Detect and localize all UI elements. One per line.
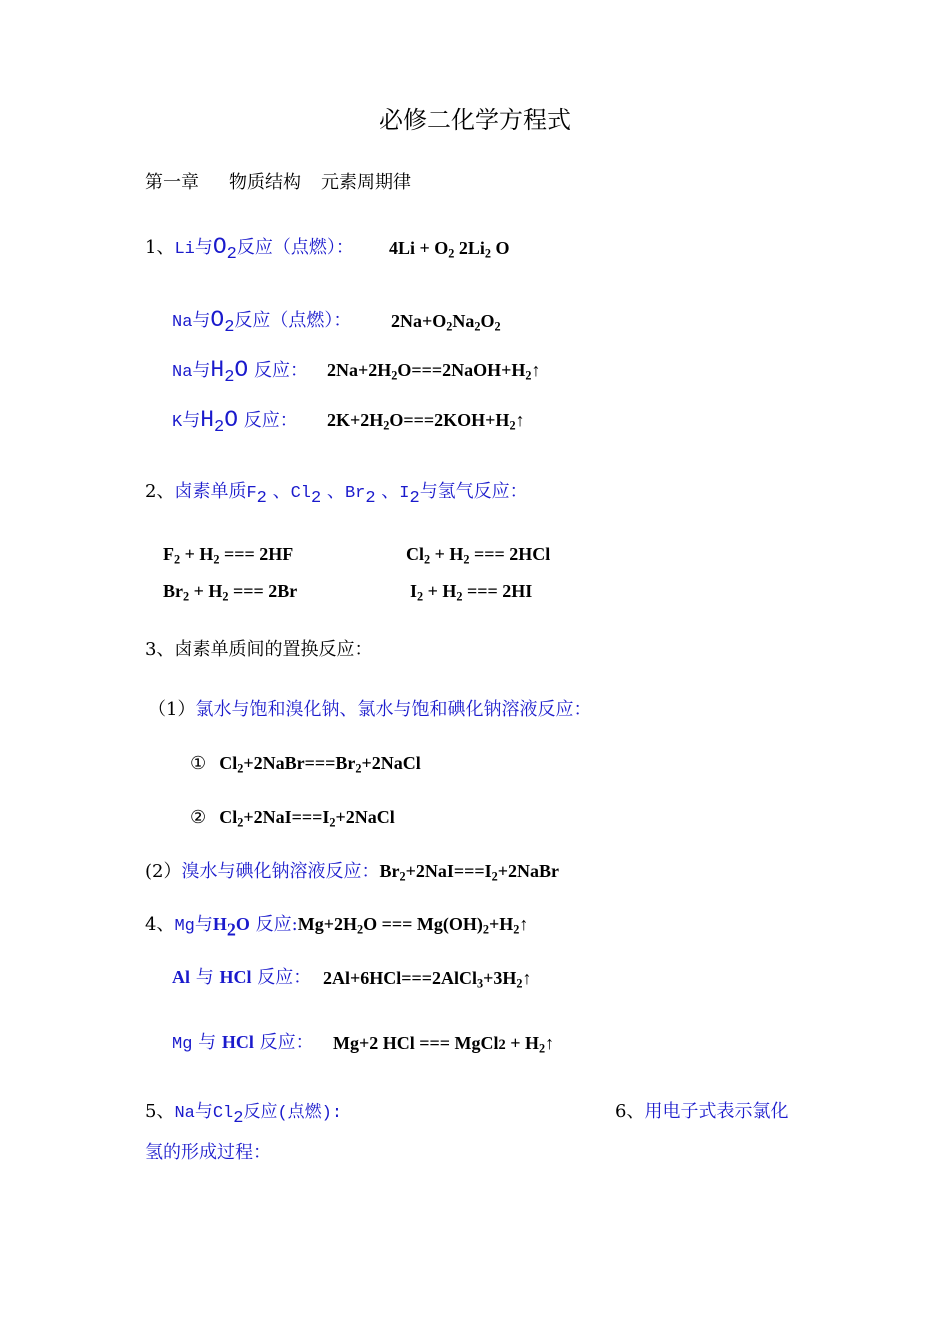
s2-lead: 卤素单质 xyxy=(174,481,247,502)
eq-sub: 2 xyxy=(525,368,532,383)
eq-part: +2NaCl xyxy=(335,807,395,827)
s2-number: 2、 xyxy=(145,481,175,502)
s3-eq1-row xyxy=(190,753,421,776)
s6-number: 6、 xyxy=(615,1101,645,1122)
eq-sub: 2 xyxy=(355,761,362,776)
s1-reaction-li xyxy=(145,234,354,265)
eq-sub: 2 xyxy=(222,589,229,604)
eq-part: 2Al+6HCl===2AlCl xyxy=(323,968,478,988)
eq-sub: 3 xyxy=(477,976,484,991)
s4-al: Al xyxy=(172,967,190,987)
eq-part: F xyxy=(163,544,174,564)
s2-sep: 、 xyxy=(321,481,345,502)
s1-reaction-na-o2 xyxy=(172,307,352,338)
gas-arrow: ↑ xyxy=(515,410,525,430)
s1-rest: 反应： xyxy=(253,360,308,381)
eq-sub: 2 xyxy=(516,976,523,991)
gas-arrow: ↑ xyxy=(531,360,541,380)
eq-part: Br xyxy=(379,861,400,881)
s1-yu: 与 xyxy=(194,237,213,258)
eq-sub: 2 xyxy=(383,418,390,433)
s3-heading: 3、卤素单质间的置换反应： xyxy=(145,639,373,660)
s3-eq2-row xyxy=(190,807,395,830)
s1-k: K xyxy=(172,413,183,432)
eq-part: I xyxy=(410,581,418,601)
s5-yu: 与 xyxy=(194,1101,213,1122)
s1-li: Li xyxy=(174,240,195,259)
eq-sub: 2 xyxy=(391,368,398,383)
s1-o: O xyxy=(212,234,227,260)
s4-rest: 反应: xyxy=(255,914,298,935)
s6-text1: 用电子式表示氯化 xyxy=(644,1101,789,1122)
circled-one: ① xyxy=(190,753,207,774)
eq-sub: 2 xyxy=(237,815,244,830)
eq-sub: 2 xyxy=(513,922,520,937)
eq-sub: 2 xyxy=(183,589,190,604)
s1-na: Na xyxy=(172,313,193,332)
eq-sub: 2 xyxy=(538,1041,546,1056)
s4-yu: 与 xyxy=(198,1032,217,1053)
eq-part: +2NaBr===Br xyxy=(243,753,356,773)
eq-part: === 2HI xyxy=(462,581,533,601)
eq-sub: 2 xyxy=(213,552,220,567)
eq-sub: 2 xyxy=(399,869,406,884)
s1-o: O xyxy=(234,357,249,383)
s1-o: O xyxy=(210,307,225,333)
s2-eq-f xyxy=(163,544,294,567)
s1-eq-na-o2 xyxy=(391,311,501,334)
eq-part: Mg+2 HCl === MgCl xyxy=(333,1033,499,1053)
eq-part: Cl xyxy=(406,544,424,564)
s4-yu: 与 xyxy=(195,967,214,988)
eq-part: +3H xyxy=(483,968,517,988)
eq-sub: 2 xyxy=(356,922,364,937)
eq-part: +2NaI===I xyxy=(405,861,492,881)
eq-part: + H xyxy=(180,544,214,564)
s1-yu: 与 xyxy=(192,310,211,331)
s3-eq3 xyxy=(379,861,560,884)
eq-sub: 2 xyxy=(174,552,181,567)
s4-mg: Mg xyxy=(172,1035,193,1054)
s5-na: Na xyxy=(174,1104,195,1123)
s4-hcl: HCl xyxy=(221,1032,254,1052)
s4-reaction-mg-hcl xyxy=(172,1033,314,1053)
s4-o: O xyxy=(235,914,250,934)
s2-eq-cl xyxy=(406,544,551,567)
s1-o-sub: 2 xyxy=(224,318,235,338)
eq-part: + H xyxy=(189,581,223,601)
s1-h-sub: 2 xyxy=(214,418,225,438)
eq-sub: 2 xyxy=(237,761,244,776)
s1-rest: 反应： xyxy=(243,410,298,431)
s5-heading xyxy=(145,1101,343,1129)
s2-sub: 2 xyxy=(256,489,267,509)
s2-sub: 2 xyxy=(409,489,420,509)
eq-part: 2Na+2H xyxy=(327,360,392,380)
eq-part: 2K+2H xyxy=(327,410,384,430)
s3-p2-text: 溴水与碘化钠溶液反应： xyxy=(181,861,380,882)
eq-sub: 2 xyxy=(463,552,470,567)
eq-part: O===2NaOH+H xyxy=(397,360,526,380)
eq-part: +2NaI===I xyxy=(243,807,330,827)
s4-eq-al-hcl xyxy=(323,968,532,991)
chapter-heading xyxy=(145,174,411,192)
eq-sub: 2 xyxy=(509,418,516,433)
eq-part: +2NaBr xyxy=(497,861,560,881)
s1-h: H xyxy=(200,407,215,433)
s2-tail: 与氢气反应： xyxy=(419,481,528,502)
s1-eq-k-h2o xyxy=(327,410,525,433)
gas-arrow: ↑ xyxy=(522,968,532,988)
s4-eq-mg-hcl xyxy=(333,1033,555,1056)
eq-sub: 2 xyxy=(474,319,481,334)
s3-part2 xyxy=(145,861,560,884)
eq-part: O xyxy=(480,311,495,331)
chapter-part2: 元素周期律 xyxy=(321,172,411,193)
s1-h: H xyxy=(210,357,225,383)
eq-part: 2Li xyxy=(454,238,485,258)
s1-reaction-na-h2o xyxy=(172,357,308,388)
gas-arrow: ↑ xyxy=(519,914,529,934)
eq-part: Cl xyxy=(219,753,238,773)
eq-inline-2: 2 xyxy=(498,1037,506,1053)
s4-mg: Mg xyxy=(174,917,195,936)
eq-sub: 2 xyxy=(329,815,336,830)
eq-sub: 2 xyxy=(417,589,424,604)
eq-part: + H xyxy=(505,1033,539,1053)
s2-eq-i xyxy=(410,581,533,604)
eq-part: Na xyxy=(452,311,475,331)
s1-yu: 与 xyxy=(182,410,201,431)
s2-f: F xyxy=(246,484,257,503)
s1-eq-na-h2o xyxy=(327,360,541,383)
s1-reaction-k-h2o xyxy=(172,407,298,438)
eq-part: Cl xyxy=(219,807,238,827)
eq-sub: 2 xyxy=(424,552,431,567)
s2-sub: 2 xyxy=(365,489,376,509)
s2-cl: Cl xyxy=(290,484,311,503)
eq-sub: 2 xyxy=(491,869,498,884)
eq-part: Mg+2H xyxy=(297,914,357,934)
eq-sub: 2 xyxy=(494,319,501,334)
s3-part1 xyxy=(148,701,591,719)
s2-eq-br xyxy=(163,581,298,604)
s1-rest: 反应（点燃）： xyxy=(236,237,354,258)
eq-part: === 2HCl xyxy=(469,544,551,564)
eq-part: Br xyxy=(163,581,183,601)
circled-two: ② xyxy=(190,807,207,828)
s5-rest: 反应(点燃): xyxy=(243,1104,343,1123)
gas-arrow: ↑ xyxy=(545,1033,555,1053)
s3-eq1 xyxy=(219,753,421,776)
s1-o-sub: 2 xyxy=(226,245,237,265)
s3-eq2 xyxy=(219,807,395,830)
s5-sub: 2 xyxy=(233,1109,244,1129)
s4-eq-mg-h2o xyxy=(297,914,529,937)
s2-i: I xyxy=(399,484,410,503)
s2-heading xyxy=(145,481,528,509)
eq-part: + H xyxy=(423,581,457,601)
s1-yu: 与 xyxy=(192,360,211,381)
s4-hcl: HCl xyxy=(219,967,252,987)
s2-br: Br xyxy=(344,484,366,503)
eq-part: +H xyxy=(488,914,514,934)
eq-part: O===2KOH+H xyxy=(389,410,510,430)
eq-sub: 2 xyxy=(456,589,463,604)
s1-rest: 反应（点燃）： xyxy=(234,310,352,331)
eq-part: O xyxy=(491,238,510,258)
s5-number: 5、 xyxy=(145,1101,175,1122)
eq-part: === 2Br xyxy=(228,581,298,601)
s2-sub: 2 xyxy=(311,489,322,509)
chapter-number: 第一章 xyxy=(145,172,199,193)
s4-h-sub: 2 xyxy=(226,919,236,940)
eq-part: 2Na+O xyxy=(391,311,447,331)
eq-part: 4Li + O xyxy=(389,238,449,258)
s6-text2: 氢的形成过程： xyxy=(145,1142,271,1163)
eq-sub: 2 xyxy=(482,922,489,937)
s1-eq-li xyxy=(389,238,510,261)
s1-number: 1、 xyxy=(145,237,175,258)
eq-sub: 2 xyxy=(484,246,492,261)
chapter-part1: 物质结构 xyxy=(229,172,301,193)
s1-na: Na xyxy=(172,363,193,382)
s1-o: O xyxy=(224,407,239,433)
s4-yu: 与 xyxy=(194,914,213,935)
s4-h: H xyxy=(212,914,227,934)
eq-sub: 2 xyxy=(446,319,453,334)
s1-h-sub: 2 xyxy=(224,368,235,388)
s4-reaction-al-hcl xyxy=(172,968,311,987)
eq-part: === 2HF xyxy=(219,544,294,564)
s4-reaction-mg-h2o xyxy=(145,914,529,940)
s4-number: 4、 xyxy=(145,914,175,935)
eq-part: + H xyxy=(430,544,464,564)
eq-part: O === Mg(OH) xyxy=(363,914,483,934)
eq-part: +2NaCl xyxy=(361,753,421,773)
s3-p1-text: 氯水与饱和溴化钠、氯水与饱和碘化钠溶液反应： xyxy=(195,699,592,720)
s4-rest: 反应： xyxy=(259,1032,314,1053)
s6-heading xyxy=(615,1103,788,1121)
s2-sep: 、 xyxy=(375,481,400,502)
eq-sub: 2 xyxy=(448,246,455,261)
s3-p1-number: （1） xyxy=(148,699,196,720)
page-title: 必修二化学方程式 xyxy=(379,106,571,134)
s5-cl: Cl xyxy=(212,1104,234,1123)
s3-p2-number: (2） xyxy=(145,861,182,882)
s2-sep: 、 xyxy=(266,481,291,502)
s4-rest: 反应： xyxy=(257,967,312,988)
